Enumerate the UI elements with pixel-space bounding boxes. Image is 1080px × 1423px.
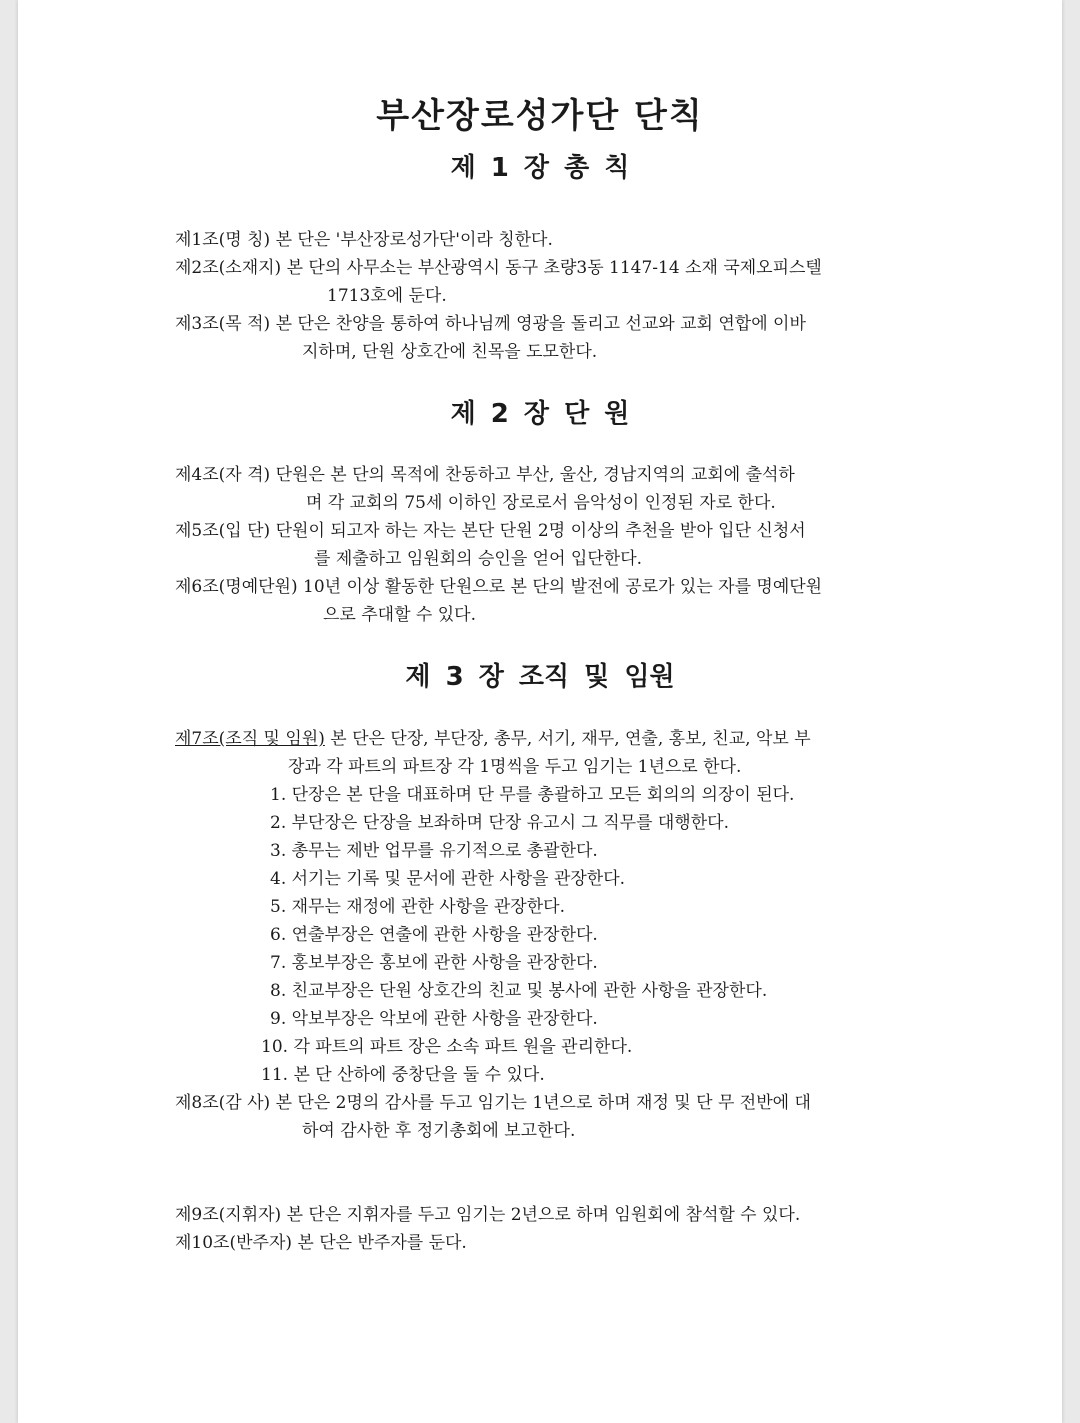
- chapter-1-heading: 제 1 장 총 칙: [450, 153, 630, 183]
- article-5: [175, 518, 806, 544]
- article-4-text-line2: 며 각 교회의 75세 이하인 장로로서 음악성이 인정된 자로 한다.: [306, 493, 776, 513]
- article-7: [175, 726, 811, 752]
- article-6-label: 제6조(명예단원): [175, 577, 298, 597]
- list-item: 11. 본 단 산하에 중창단을 둘 수 있다.: [261, 1065, 545, 1085]
- article-8-text-line1: 본 단은 2명의 감사를 두고 임기는 1년으로 하며 재정 및 단 무 전반에 대: [275, 1093, 811, 1113]
- article-9-text: 본 단은 지휘자를 두고 임기는 2년으로 하며 임원회에 참석할 수 있다.: [286, 1205, 801, 1225]
- article-6-text-line1: 10년 이상 활동한 단원으로 본 단의 발전에 공로가 있는 자를 명예단원: [303, 577, 823, 597]
- article-9-label: 제9조(지휘자): [175, 1205, 282, 1225]
- article-9: [175, 1202, 800, 1228]
- document-title: 부산장로성가단 단칙: [376, 96, 704, 136]
- article-10-label: 제10조(반주자): [175, 1233, 293, 1253]
- article-3-label: 제3조(목 적): [175, 314, 271, 334]
- article-5-text-line2: 를 제출하고 임원회의 승인을 얻어 입단한다.: [314, 549, 643, 569]
- list-item: 3. 총무는 제반 업무를 유기적으로 총괄한다.: [270, 841, 598, 861]
- list-item: 5. 재무는 재정에 관한 사항을 관장한다.: [270, 897, 565, 917]
- chapter-3-heading: 제 3 장 조직 및 임원: [405, 662, 675, 692]
- list-item: 1. 단장은 본 단을 대표하며 단 무를 총괄하고 모든 회의의 의장이 된다.: [270, 785, 795, 805]
- list-item: 4. 서기는 기록 및 문서에 관한 사항을 관장한다.: [270, 869, 626, 889]
- list-item: 8. 친교부장은 단원 상호간의 친교 및 봉사에 관한 사항을 관장한다.: [270, 981, 768, 1001]
- article-6: [175, 574, 822, 600]
- article-8-label: 제8조(감 사): [175, 1093, 271, 1113]
- article-6-text-line2: 으로 추대할 수 있다.: [323, 605, 476, 625]
- list-item: 10. 각 파트의 파트 장은 소속 파트 원을 관리한다.: [261, 1037, 633, 1057]
- list-item: 9. 악보부장은 악보에 관한 사항을 관장한다.: [270, 1009, 598, 1029]
- article-4-label: 제4조(자 격): [175, 465, 271, 485]
- article-5-text-line1: 단원이 되고자 하는 자는 본단 단원 2명 이상의 추천을 받아 입단 신청서: [275, 521, 806, 541]
- article-3-text-line2: 지하며, 단원 상호간에 친목을 도모한다.: [302, 342, 598, 362]
- article-1-text: 본 단은 '부산장로성가단'이라 칭한다.: [275, 230, 553, 250]
- article-2-text-line2: 1713호에 둔다.: [327, 286, 447, 306]
- article-7-label: 제7조(조직 및 임원): [175, 729, 325, 749]
- list-item: 2. 부단장은 단장을 보좌하며 단장 유고시 그 직무를 대행한다.: [270, 813, 729, 833]
- article-8-text-line2: 하여 감사한 후 정기총회에 보고한다.: [302, 1121, 576, 1141]
- list-item: 6. 연출부장은 연출에 관한 사항을 관장한다.: [270, 925, 598, 945]
- article-4: [175, 462, 795, 488]
- article-1: [175, 227, 553, 253]
- document-page: [18, 0, 1062, 1423]
- article-10-text: 본 단은 반주자를 둔다.: [297, 1233, 467, 1253]
- article-4-text-line1: 단원은 본 단의 목적에 찬동하고 부산, 울산, 경남지역의 교회에 출석하: [275, 465, 795, 485]
- article-7-text-line2: 장과 각 파트의 파트장 각 1명씩을 두고 임기는 1년으로 한다.: [288, 757, 742, 777]
- article-3-text-line1: 본 단은 찬양을 통하여 하나님께 영광을 돌리고 선교와 교회 연합에 이바: [275, 314, 806, 334]
- list-item: 7. 홍보부장은 홍보에 관한 사항을 관장한다.: [270, 953, 598, 973]
- chapter-2-heading: 제 2 장 단 원: [450, 399, 630, 429]
- article-10: [175, 1230, 467, 1256]
- article-2-text-line1: 본 단의 사무소는 부산광역시 동구 초량3동 1147-14 소재 국제오피스텔: [286, 258, 822, 278]
- article-1-label: 제1조(명 칭): [175, 230, 271, 250]
- article-3: [175, 311, 806, 337]
- article-7-text-line1: 본 단은 단장, 부단장, 총무, 서기, 재무, 연출, 홍보, 친교, 악보 부: [330, 729, 811, 749]
- article-2-label: 제2조(소재지): [175, 258, 282, 278]
- article-2: [175, 255, 907, 281]
- article-5-label: 제5조(입 단): [175, 521, 271, 541]
- article-8: [175, 1090, 811, 1116]
